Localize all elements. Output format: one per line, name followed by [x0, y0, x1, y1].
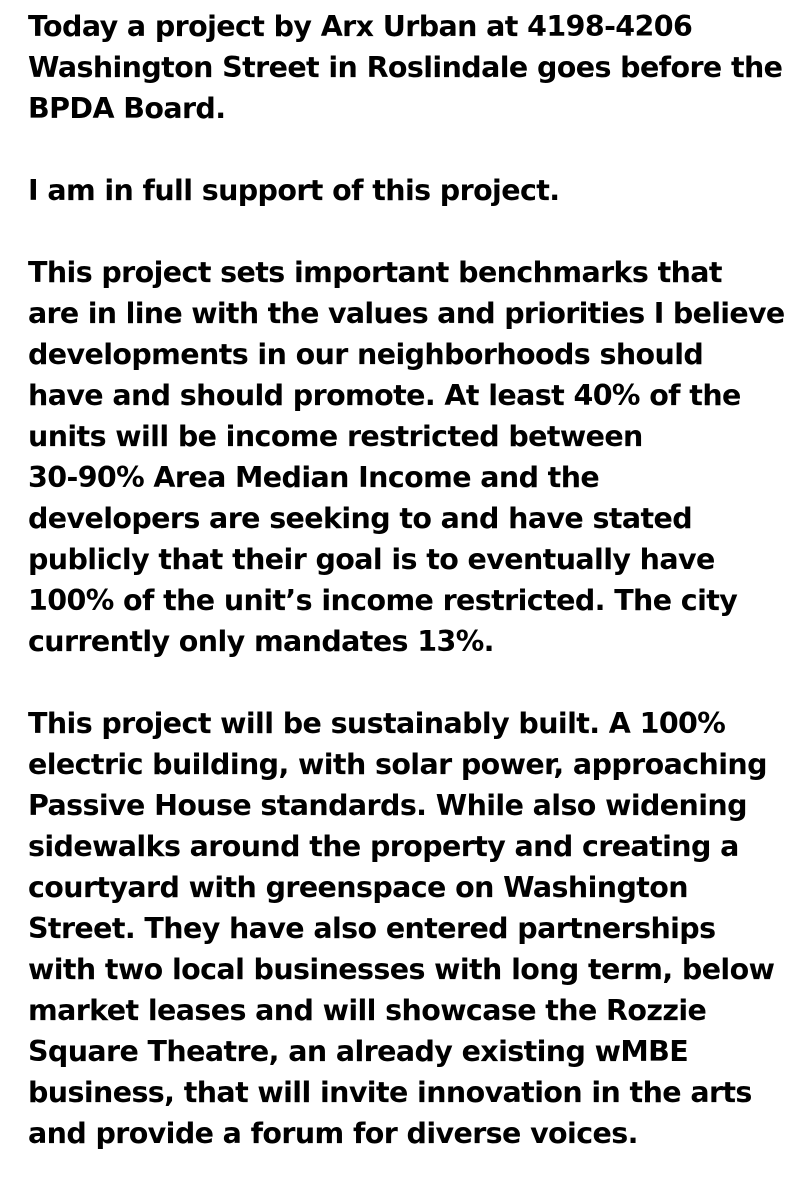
- paragraph-benchmarks: [28, 252, 785, 662]
- text-line: Square Theatre, an already existing wMBE: [28, 1035, 689, 1068]
- text-line: have and should promote. At least 40% of the: [28, 379, 741, 412]
- text-line: Street. They have also entered partnerships: [28, 912, 716, 945]
- text-line: This project sets important benchmarks that: [28, 256, 722, 289]
- text-line: 30-90% Area Median Income and the: [28, 461, 600, 494]
- text-line: Passive House standards. While also widening: [28, 789, 747, 822]
- text-line: developments in our neighborhoods should: [28, 338, 704, 371]
- text-line: sidewalks around the property and creating a: [28, 830, 739, 863]
- text-line: 100% of the unit’s income restricted. The city: [28, 584, 738, 617]
- paragraph-intro: [28, 6, 783, 129]
- paragraph-sustainability: [28, 703, 775, 1154]
- text-line: market leases and will showcase the Rozzie: [28, 994, 707, 1027]
- text-line: courtyard with greenspace on Washington: [28, 871, 688, 904]
- text-line: Today a project by Arx Urban at 4198-4206: [28, 10, 693, 43]
- text-line: This project will be sustainably built. A 100%: [28, 707, 726, 740]
- paragraph-support: [28, 170, 763, 211]
- text-line: units will be income restricted between: [28, 420, 643, 453]
- text-line: and provide a forum for diverse voices.: [28, 1117, 638, 1150]
- text-line: I am in full support of this project.: [28, 174, 560, 207]
- text-line: are in line with the values and priorities I believe: [28, 297, 785, 330]
- text-line: publicly that their goal is to eventually have: [28, 543, 715, 576]
- text-line: business, that will invite innovation in the arts: [28, 1076, 752, 1109]
- text-line: developers are seeking to and have stated: [28, 502, 693, 535]
- text-line: electric building, with solar power, approaching: [28, 748, 767, 781]
- text-line: currently only mandates 13%.: [28, 625, 494, 658]
- text-line: BPDA Board.: [28, 92, 226, 125]
- text-line: with two local businesses with long term, below: [28, 953, 775, 986]
- text-line: Washington Street in Roslindale goes before the: [28, 51, 783, 84]
